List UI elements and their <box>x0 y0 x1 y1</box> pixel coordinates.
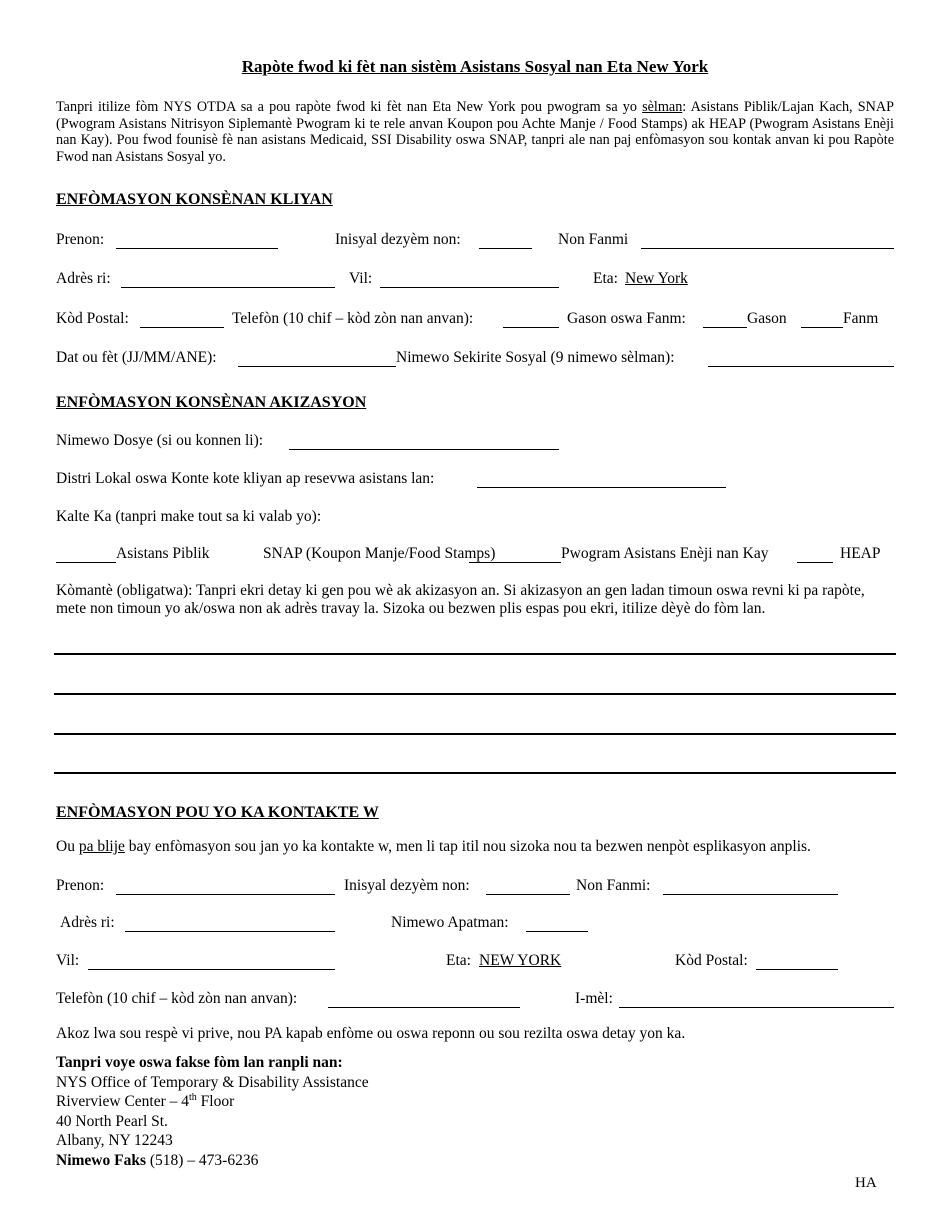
contact-last-name-field[interactable] <box>663 893 838 895</box>
contact-address-field[interactable] <box>125 930 335 932</box>
contact-city-row <box>56 950 894 970</box>
client-city-field[interactable] <box>380 286 559 288</box>
client-dob-ssn-row <box>56 347 894 367</box>
client-first-name-field[interactable] <box>116 247 278 249</box>
gender-female-blank[interactable] <box>801 326 843 328</box>
mailing-line-3: 40 North Pearl St. <box>56 1112 168 1130</box>
snap-blank[interactable] <box>469 561 561 563</box>
fax-line <box>56 1151 369 1171</box>
client-middle-initial-label: Inisyal dezyèm non: <box>335 231 461 248</box>
contact-last-name-label: Non Fanmi: <box>576 877 651 894</box>
client-last-name-field[interactable] <box>641 247 894 249</box>
case-type-options-row <box>56 543 894 563</box>
client-city-label: Vil: <box>349 270 373 287</box>
contact-section-heading: ENFÒMASYON POU YO KA KONTAKTE W <box>56 804 379 821</box>
client-address-label: Adrès ri: <box>56 270 111 287</box>
heap-desc-label: Pwogram Asistans Enèji nan Kay <box>561 545 769 562</box>
client-middle-initial-field[interactable] <box>479 247 532 249</box>
contact-phone-label: Telefòn (10 chif – kòd zòn nan anvan): <box>56 990 298 1007</box>
page-code: HA <box>855 1175 877 1191</box>
public-assistance-blank[interactable] <box>56 561 116 563</box>
gender-male-blank[interactable] <box>703 326 747 328</box>
comment-line-3[interactable] <box>54 733 896 735</box>
comments-instructions: Kòmantè (obligatwa): Tanpri ekri detay ki gen pou wè ak akizasyon an. Si akizasyon an gen ladan timoun oswa revni ki pa rapòte, mete non timoun yo ak/oswa non ak adrès travay la. Sizoka ou bezwen plis espas pou ekri, itilize dèyè do fòm lan. <box>56 582 865 617</box>
not-required-text: pa blije <box>78 838 125 855</box>
contact-state-label: Eta: <box>446 952 471 969</box>
client-zip-phone-row <box>56 308 894 328</box>
privacy-note: Akoz lwa sou respè vi prive, nou PA kapab enfòme ou oswa reponn ou sou rezilta oswa detay yon ka. <box>56 1025 686 1042</box>
client-address-row <box>56 268 894 288</box>
contact-email-field[interactable] <box>619 1006 894 1008</box>
client-state-value: New York <box>625 270 688 287</box>
contact-address-row <box>56 912 894 932</box>
contact-phone-field[interactable] <box>328 1006 520 1008</box>
client-name-row <box>56 229 894 249</box>
form-page <box>56 0 894 1230</box>
comment-line-4[interactable] <box>54 772 896 774</box>
contact-city-field[interactable] <box>88 968 335 970</box>
client-zip-field[interactable] <box>140 326 224 328</box>
client-zip-label: Kòd Postal: <box>56 310 129 327</box>
comment-line-2[interactable] <box>54 693 896 695</box>
client-ssn-label: Nimewo Sekirite Sosyal (9 nimewo sèlman): <box>396 349 675 366</box>
contact-first-name-field[interactable] <box>116 893 335 895</box>
client-state-label: Eta: <box>593 270 618 287</box>
client-last-name-label: Non Fanmi <box>558 231 629 248</box>
contact-phone-row <box>56 988 894 1008</box>
contact-state-value: NEW YORK <box>479 952 562 969</box>
snap-label: SNAP (Koupon Manje/Food Stamps) <box>263 545 496 562</box>
mailing-address-block <box>56 1053 369 1171</box>
contact-address-label: Adrès ri: <box>60 914 115 931</box>
case-number-label: Nimewo Dosye (si ou konnen li): <box>56 432 264 449</box>
contact-middle-initial-field[interactable] <box>486 893 570 895</box>
case-type-label: Kalte Ka (tanpri make tout sa ki valab yo): <box>56 508 322 525</box>
contact-apt-label: Nimewo Apatman: <box>391 914 509 931</box>
case-number-row <box>56 430 894 450</box>
mailing-line-2: Riverview Center – 4th Floor <box>56 1092 235 1111</box>
client-dob-label: Dat ou fèt (JJ/MM/ANE): <box>56 349 217 366</box>
client-phone-field[interactable] <box>503 326 559 328</box>
gender-male-label: Gason <box>747 310 787 327</box>
contact-zip-field[interactable] <box>756 968 838 970</box>
comment-line-1[interactable] <box>54 653 896 655</box>
contact-middle-initial-label: Inisyal dezyèm non: <box>344 877 470 894</box>
district-field[interactable] <box>477 486 726 488</box>
fax-number: (518) – 473-6236 <box>145 1151 259 1169</box>
case-type-prompt-row <box>56 506 894 526</box>
page-title: Rapòte fwod ki fèt nan sistèm Asistans Sosyal nan Eta New York <box>241 57 709 76</box>
contact-first-name-label: Prenon: <box>56 877 105 894</box>
client-ssn-field[interactable] <box>708 365 894 367</box>
heap-label: HEAP <box>840 545 881 562</box>
mailing-line-4: Albany, NY 12243 <box>56 1132 173 1150</box>
client-phone-label: Telefòn (10 chif – kòd zòn nan anvan): <box>232 310 474 327</box>
contact-zip-label: Kòd Postal: <box>675 952 748 969</box>
heap-blank[interactable] <box>797 561 833 563</box>
client-dob-field[interactable] <box>238 365 396 367</box>
contact-note: Ou pa blije bay enfòmasyon sou jan yo ka kontakte w, men li tap itil nou sizoka nou ta bezwen nenpòt esplikasyon anplis. <box>56 838 811 855</box>
client-gender-label: Gason oswa Fanm: <box>567 310 686 327</box>
fax-label: Nimewo Faks <box>56 1151 146 1169</box>
contact-email-label: I-mèl: <box>575 990 613 1007</box>
gender-female-label: Fanm <box>843 310 879 327</box>
mailing-line-1: NYS Office of Temporary & Disability Assistance <box>56 1073 369 1091</box>
contact-apt-field[interactable] <box>526 930 588 932</box>
contact-name-row <box>56 875 894 895</box>
district-row <box>56 468 894 488</box>
case-number-field[interactable] <box>289 448 559 450</box>
client-address-field[interactable] <box>121 286 335 288</box>
client-first-name-label: Prenon: <box>56 231 105 248</box>
contact-city-label: Vil: <box>56 952 80 969</box>
mailing-heading: Tanpri voye oswa fakse fòm lan ranpli nan: <box>56 1054 343 1071</box>
intro-paragraph: Tanpri itilize fòm NYS OTDA sa a pou rapòte fwod ki fèt nan Eta New York pou pwogram sa yo sèlman: Asistans Piblik/Lajan Kach, SNAP (Pwogram Asistans Nitrisyon Siplemantè Pwogram ki te rele anvan Koupon pou Achte Manje / Food Stamps) ak HEAP (Pwogram Asistans Enèji nan Kay). Pou fwod founisè fè nan asistans Medicaid, SSI Disability oswa SNAP, tanpri ale nan paj enfòmasyon sou kontak anvan ki pou Rapòte Fwod nan Asistans Sosyal yo. <box>56 99 895 165</box>
only-word: sèlman <box>642 99 683 115</box>
allegation-section-heading: ENFÒMASYON KONSÈNAN AKIZASYON <box>56 394 367 411</box>
district-label: Distri Lokal oswa Konte kote kliyan ap resevwa asistans lan: <box>56 470 435 487</box>
client-section-heading: ENFÒMASYON KONSÈNAN KLIYAN <box>56 191 333 208</box>
public-assistance-label: Asistans Piblik <box>116 545 210 562</box>
